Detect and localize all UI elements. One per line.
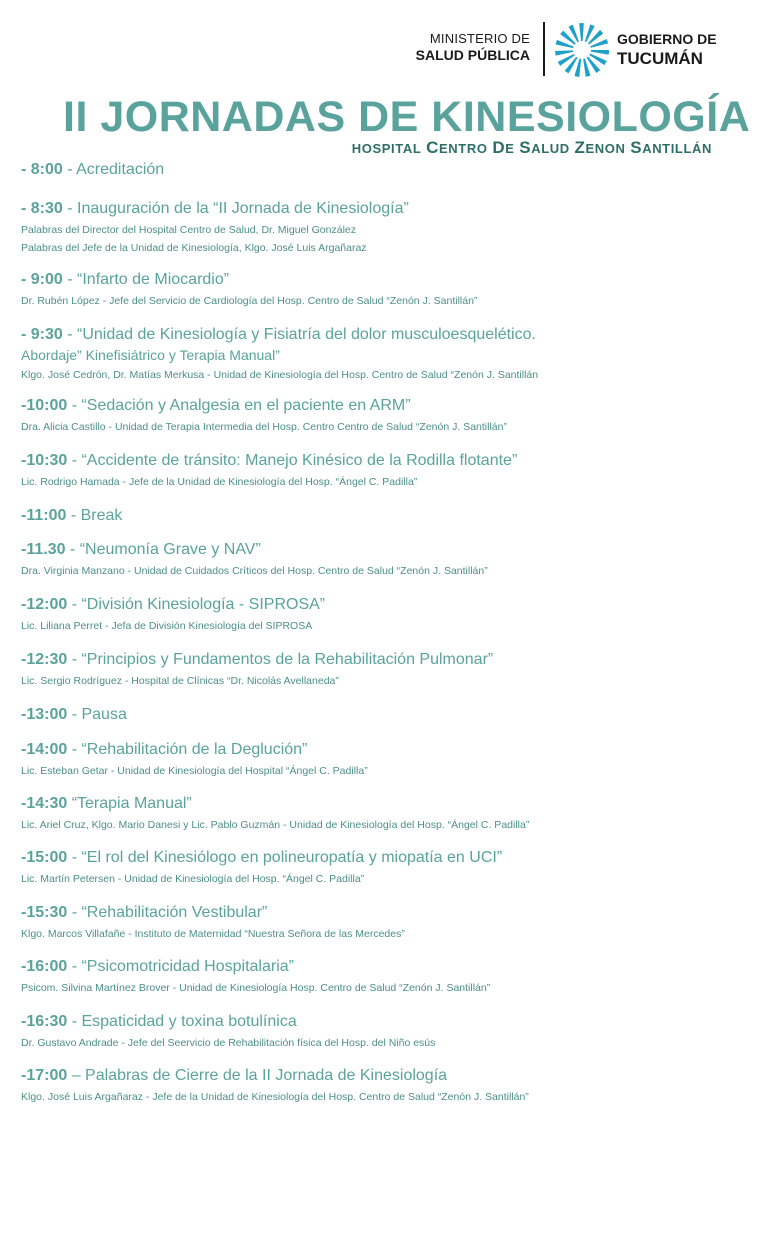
government-line2: TUCUMÁN	[617, 49, 703, 68]
agenda-speaker: Dra. Alicia Castillo - Unidad de Terapia Intermedia del Hosp. Centro Centro de Salud “Zenón J. Santillán”	[21, 421, 507, 433]
agenda-item-heading	[21, 650, 761, 670]
agenda-item-heading	[21, 903, 761, 923]
agenda-speaker: Lic. Ariel Cruz, Klgo. Mario Danesi y Lic. Pablo Guzmán - Unidad de Kinesiología del Hosp. “Ángel C. Padilla”	[21, 819, 530, 831]
subtitle-word: HOSPITAL	[351, 141, 422, 156]
agenda-time: - 8:00	[21, 161, 63, 178]
agenda-item	[21, 506, 761, 526]
agenda-time: -15:00	[21, 849, 68, 866]
agenda-item-heading	[21, 506, 761, 526]
agenda-item	[21, 794, 761, 834]
ministry-line1: MINISTERIO DE	[429, 31, 530, 46]
agenda-item-heading	[21, 1012, 761, 1032]
agenda-item	[21, 705, 761, 725]
sun-rays-logo-icon	[554, 22, 610, 78]
agenda-time: -10:30	[21, 452, 68, 469]
agenda-speaker: Dra. Virginia Manzano - Unidad de Cuidados Críticos del Hosp. Centro de Salud “Zenón J. Santillán”	[21, 565, 488, 577]
agenda-title: - “Rehabilitación de la Deglución”	[67, 741, 308, 758]
agenda-title: - “El rol del Kinesiólogo en polineuropatía y miopatía en UCI”	[67, 849, 503, 866]
agenda-time: -12:30	[21, 651, 68, 668]
agenda-speaker: Lic. Liliana Perret - Jefa de División Kinesiología del SIPROSA	[21, 620, 313, 632]
agenda-time: -16:00	[21, 958, 68, 975]
sun-ray	[591, 50, 609, 55]
agenda-time: -10:00	[21, 397, 68, 414]
header	[0, 18, 768, 78]
agenda-item	[21, 540, 761, 580]
agenda-title: - “Principios y Fundamentos de la Rehabilitación Pulmonar”	[67, 651, 494, 668]
agenda-title: - Espaticidad y toxina botulínica	[67, 1013, 297, 1030]
agenda-time: - 9:00	[21, 271, 63, 288]
agenda-title-continued: Abordaje” Kinefisiátrico y Terapia Manual”	[21, 347, 280, 363]
subtitle-word: ZENON	[574, 138, 626, 157]
agenda-item-heading	[21, 794, 761, 814]
agenda-item-heading	[21, 325, 761, 345]
agenda-speaker: Palabras del Jefe de la Unidad de Kinesiología, Klgo. José Luis Argañaraz	[21, 242, 367, 254]
agenda-item-heading	[21, 451, 761, 471]
agenda-time: -12:00	[21, 596, 68, 613]
agenda-item	[21, 740, 761, 780]
agenda-title: - “Unidad de Kinesiología y Fisiatría del dolor musculoesquelético.	[62, 326, 536, 343]
agenda-item	[21, 848, 761, 888]
agenda-time: - 8:30	[21, 200, 63, 217]
agenda-title: - “Sedación y Analgesia en el paciente en ARM”	[67, 397, 411, 414]
logo-divider	[543, 22, 545, 76]
agenda-item-heading	[21, 740, 761, 760]
agenda-title: - “División Kinesiología - SIPROSA”	[67, 596, 326, 613]
agenda-item	[21, 199, 761, 257]
agenda-time: -15:30	[21, 904, 68, 921]
page-title: II JORNADAS DE KINESIOLOGÍA	[63, 93, 751, 141]
agenda-speaker: Klgo. José Cedrón, Dr. Matías Merkusa - Unidad de Kinesiología del Hosp. Centro de Salud “Zenón J. Santillán	[21, 369, 539, 381]
agenda-speaker: Lic. Rodrigo Hamada - Jefe de la Unidad de Kinesiología del Hosp. “Ángel C. Padilla”	[21, 476, 418, 488]
agenda-title: - “Neumonía Grave y NAV”	[65, 541, 261, 558]
agenda-title: - “Psicomotricidad Hospitalaria”	[67, 958, 294, 975]
government-line1: GOBIERNO DE	[617, 31, 717, 47]
agenda-title: - “Infarto de Miocardio”	[62, 271, 230, 288]
agenda-title: - Break	[66, 507, 123, 524]
subtitle-word: SALUD	[519, 138, 570, 157]
agenda-item-heading	[21, 957, 761, 977]
agenda-time: -11:00	[21, 507, 67, 524]
agenda-item	[21, 595, 761, 635]
agenda-item	[21, 270, 761, 310]
agenda-item-heading	[21, 160, 761, 180]
agenda-item-heading	[21, 540, 761, 560]
agenda-time: -14:00	[21, 741, 68, 758]
agenda-time: -13:00	[21, 706, 68, 723]
agenda-title: - Pausa	[67, 706, 127, 723]
subtitle-word: SANTILLÁN	[630, 138, 712, 157]
agenda-speaker: Dr. Rubén López - Jefe del Servicio de Cardiología del Hosp. Centro de Salud “Zenón J. Santillán”	[21, 295, 478, 307]
agenda-title: – Palabras de Cierre de la II Jornada de Kinesiología	[67, 1067, 448, 1084]
agenda-item	[21, 325, 761, 384]
page-subtitle	[352, 138, 712, 158]
ministry-logo-text	[416, 30, 530, 64]
ministry-line2: SALUD PÚBLICA	[415, 47, 530, 63]
agenda-time: - 9:30	[21, 326, 63, 343]
agenda-speaker: Lic. Sergio Rodríguez - Hospital de Clínicas “Dr. Nicolás Avellaneda”	[21, 675, 339, 687]
agenda-item	[21, 396, 761, 436]
agenda-title: - “Accidente de tránsito: Manejo Kinésico de la Rodilla flotante”	[67, 452, 518, 469]
agenda-speaker: Dr. Gustavo Andrade - Jefe del Seervicio de Rehabilitación física del Hosp. del Niño esús	[21, 1037, 436, 1049]
agenda-item	[21, 957, 761, 997]
agenda-speaker: Klgo. José Luis Argañaraz - Jefe de la Unidad de Kinesiología del Hosp. Centro de Salud “Zenón J. Santillán”	[21, 1091, 529, 1103]
agenda-item	[21, 650, 761, 690]
subtitle-word: DE	[492, 138, 515, 157]
agenda-item-heading	[21, 1066, 761, 1086]
agenda-item	[21, 903, 761, 943]
agenda-speaker: Lic. Martín Petersen - Unidad de Kinesiología del Hosp. “Ángel C. Padilla”	[21, 873, 365, 885]
agenda-title: “Terapia Manual”	[67, 795, 192, 812]
agenda-item	[21, 1066, 761, 1106]
agenda-time: -14:30	[21, 795, 68, 812]
agenda-speaker: Psicom. Silvina Martínez Brover - Unidad de Kinesiología Hosp. Centro de Salud “Zenón J. Santillán”	[21, 982, 491, 994]
agenda-speaker: Palabras del Director del Hospital Centro de Salud, Dr. Miguel González	[21, 224, 357, 236]
agenda-item-heading	[21, 199, 761, 219]
agenda-item-heading	[21, 396, 761, 416]
agenda-item-heading	[21, 595, 761, 615]
agenda-title: - Inauguración de la “II Jornada de Kinesiología”	[62, 200, 409, 217]
agenda-item	[21, 451, 761, 491]
government-logo-text	[617, 30, 717, 68]
agenda-title: - Acreditación	[62, 161, 165, 178]
subtitle-word: CENTRO	[426, 138, 488, 157]
agenda-item-heading	[21, 848, 761, 868]
agenda-item	[21, 1012, 761, 1052]
agenda-time: -11.30	[21, 541, 66, 558]
agenda-speaker: Klgo. Marcos Villafañe - Instituto de Maternidad “Nuestra Señora de las Mercedes”	[21, 928, 405, 940]
agenda-item	[21, 160, 761, 180]
agenda-title: - “Rehabilitación Vestibular”	[67, 904, 268, 921]
agenda-item-heading	[21, 270, 761, 290]
agenda-time: -17:00	[21, 1067, 68, 1084]
agenda-item-heading	[21, 705, 761, 725]
agenda-speaker: Lic. Esteban Getar - Unidad de Kinesiología del Hospital “Ángel C. Padilla”	[21, 765, 368, 777]
agenda-time: -16:30	[21, 1013, 68, 1030]
